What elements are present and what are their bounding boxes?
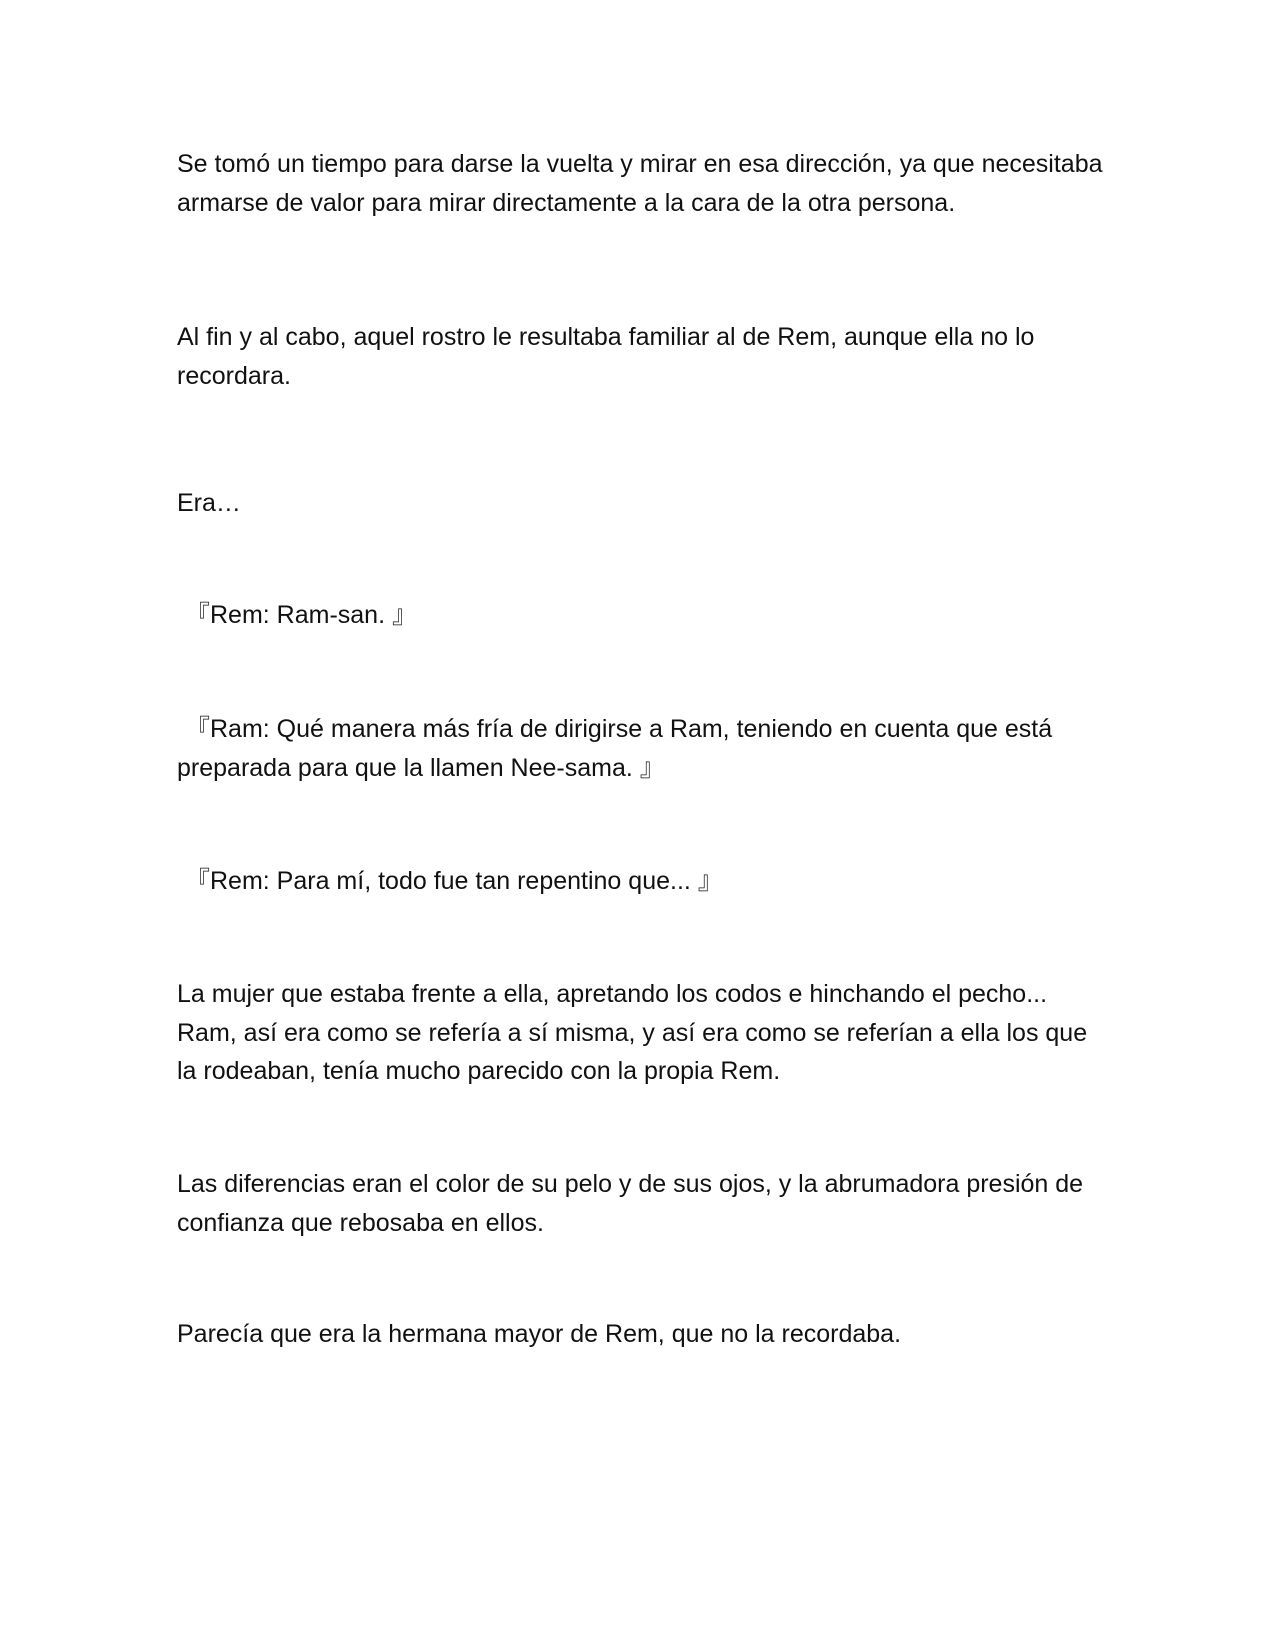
- paragraph-era: Era…: [177, 489, 241, 517]
- dialogue-rem-ram-san: 『Rem: Ram-san. 』: [185, 601, 417, 629]
- dialogue-rem-sudden: 『Rem: Para mí, todo fue tan repentino que... 』: [185, 867, 723, 895]
- dialogue-ram-nee-sama: 『Ram: Qué manera más fría de dirigirse a Ram, teniendo en cuenta que está preparada para que la llamen Nee-sama. 』: [177, 715, 1053, 782]
- paragraph-differences: Las diferencias eran el color de su pelo y de sus ojos, y la abrumadora presión de confianza que rebosaba en ellos.: [177, 1170, 1084, 1237]
- paragraph-older-sister: Parecía que era la hermana mayor de Rem, que no la recordaba.: [177, 1320, 902, 1348]
- paragraph-woman-description: La mujer que estaba frente a ella, apretando los codos e hinchando el pecho... Ram, así era como se refería a sí misma, y así era como se referían a ella los que la rodeaban, tenía mucho parecido con la propia Rem.: [177, 980, 1088, 1085]
- paragraph-turning-around: Se tomó un tiempo para darse la vuelta y mirar en esa dirección, ya que necesitaba armarse de valor para mirar directamente a la cara de la otra persona.: [177, 150, 1103, 217]
- paragraph-familiar-face: Al fin y al cabo, aquel rostro le resultaba familiar al de Rem, aunque ella no lo recordara.: [177, 323, 1035, 390]
